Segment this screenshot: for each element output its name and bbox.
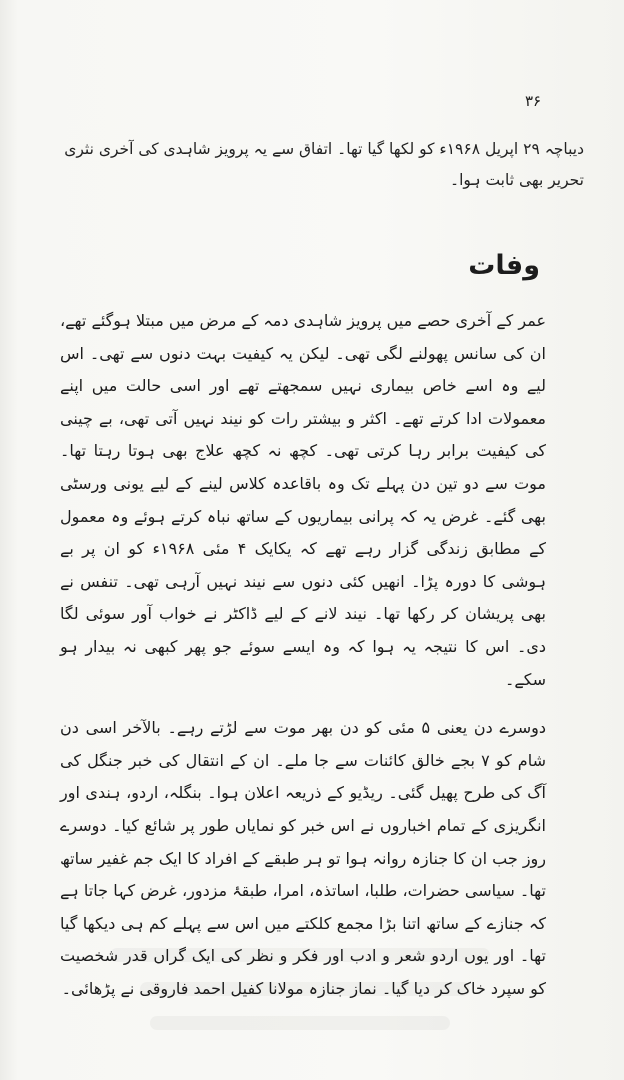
section-heading: وفات [468,250,540,281]
body-text [60,305,546,1021]
paragraph: دوسرے دن یعنی ۵ مئی کو دن بھر موت سے لڑتے رہے۔ بالآخر اسی دن شام کو ۷ بجے خالق کائنات سے جا ملے۔ ان کے انتقال کی خبر جنگل کی آگ کی طرح پھیل گئی۔ ریڈیو کے ذریعہ اعلان ہوا۔ بنگلہ، اردو، ہندی اور انگریزی کے تمام اخباروں نے اس خبر کو نمایاں طور پر شائع کیا۔ دوسرے روز جب ان کا جنازہ روانہ ہوا تو ہر طبقے کے افراد کا ایک جم غفیر ساتھ تھا۔ سیاسی حضرات، طلبا، اساتذہ، امرا، طبقۂ مزدور، غرض کہا جاتا ہے کہ جنازے کے ساتھ اتنا بڑا مجمع کلکتے میں اس سے پہلے کم ہی دیکھا گیا تھا۔ اور یوں اردو شعر و ادب اور فکر و نظر کی ایک گراں قدر شخصیت کو سپرد خاک کر دیا گیا۔ نماز جنازہ مولانا کفیل احمد فاروقی نے پڑھائی۔ [60,718,546,998]
bleed-through-shadow [110,948,490,962]
page-number: ۳۶ [525,92,542,110]
bleed-through-shadow [150,1016,450,1030]
paragraph: عمر کے آخری حصے میں پرویز شاہدی دمہ کے مرض میں مبتلا ہوگئے تھے، ان کی سانس پھولنے لگی تھی۔ لیکن یہ کیفیت بہت دنوں سے تھی۔ اس لیے وہ اسے خاص بیماری نہیں سمجھتے تھے اور اسی حالت میں اپنے معمولات ادا کرتے تھے۔ اکثر و بیشتر رات کو نیند نہیں آتی تھی، بے چینی کی کیفیت برابر رہا کرتی تھی۔ کچھ نہ کچھ علاج بھی ہوتا رہتا تھا۔ موت سے دو تین دن پہلے تک وہ باقاعدہ کلاس لینے کے لیے یونی ورسٹی بھی گئے۔ غرض یہ کہ پرانی بیماریوں کے ساتھ نباہ کرتے ہوئے وہ معمول کے مطابق زندگی گزار رہے تھے کہ یکایک ۴ مئی ۱۹۶۸ء کو ان پر بے ہوشی کا دورہ پڑا۔ انھیں کئی دنوں سے نیند نہیں آرہی تھی۔ تنفس نے بھی پریشان کر رکھا تھا۔ نیند لانے کے لیے ڈاکٹر نے خواب آور سوئی لگا دی۔ اس کا نتیجہ یہ ہوا کہ وہ ایسے سوئے جو پھر کبھی نہ بیدار ہو سکے۔ [60,311,546,689]
intro-note: دیباچہ ۲۹ اپریل ۱۹۶۸ء کو لکھا گیا تھا۔ اتفاق سے یہ پرویز شاہدی کی آخری نثری تحریر بھی ثابت ہوا۔ [64,140,584,189]
bleed-through-shadow [140,982,470,996]
